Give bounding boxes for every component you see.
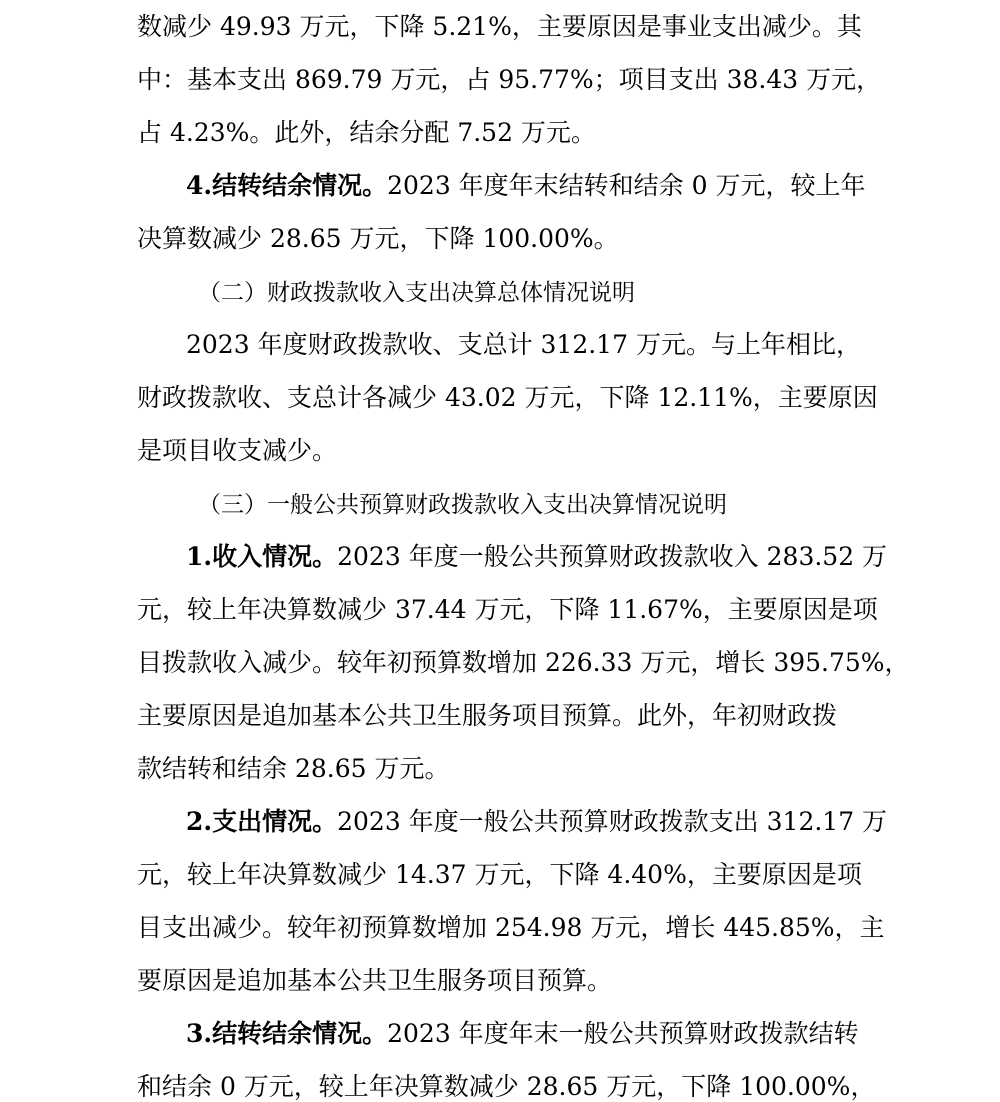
text-line: 和结余 0 万元，较上年决算数减少 28.65 万元，下降 100.00%， — [137, 1072, 876, 1101]
text-run: 2023 年度年末一般公共预算财政拨款结转 — [387, 1019, 859, 1048]
carryover-2-lead: 3.结转结余情况。 — [186, 1019, 388, 1048]
text-line: 款结转和结余 28.65 万元。 — [137, 754, 450, 783]
expense-paragraph-first-line — [186, 807, 887, 837]
income-paragraph-first-line — [186, 542, 887, 572]
section-heading-2: （二）财政拨款收入支出决算总体情况说明 — [198, 280, 635, 306]
text-line: 决算数减少 28.65 万元，下降 100.00%。 — [137, 224, 619, 253]
text-line: 数减少 49.93 万元，下降 5.21%，主要原因是事业支出减少。其 — [137, 12, 862, 41]
text-line: 中：基本支出 869.79 万元，占 95.77%；项目支出 38.43 万元， — [137, 65, 882, 94]
text-line: 要原因是追加基本公共卫生服务项目预算。 — [137, 966, 613, 995]
text-line: 元，较上年决算数减少 37.44 万元，下降 11.67%，主要原因是项 — [137, 595, 878, 624]
carryover-paragraph-first-line — [186, 171, 865, 201]
text-line: 目拨款收入减少。较年初预算数增加 226.33 万元，增长 395.75%， — [137, 648, 910, 677]
carryover-lead: 4.结转结余情况。 — [186, 171, 388, 200]
text-line: 占 4.23%。此外，结余分配 7.52 万元。 — [137, 118, 596, 147]
expense-lead: 2.支出情况。 — [186, 807, 338, 836]
income-lead: 1.收入情况。 — [186, 542, 338, 571]
carryover-2-paragraph-first-line — [186, 1019, 859, 1049]
text-run: 2023 年度年末结转和结余 0 万元，较上年 — [387, 171, 866, 200]
text-line: 目支出减少。较年初预算数增加 254.98 万元，增长 445.85%，主 — [137, 913, 885, 942]
text-run: 2023 年度一般公共预算财政拨款收入 283.52 万 — [337, 542, 888, 571]
text-line: 主要原因是追加基本公共卫生服务项目预算。此外，年初财政拨 — [137, 701, 838, 730]
text-line: 2023 年度财政拨款收、支总计 312.17 万元。与上年相比， — [186, 330, 861, 359]
text-run: 2023 年度一般公共预算财政拨款支出 312.17 万 — [337, 807, 888, 836]
text-line: 元，较上年决算数减少 14.37 万元，下降 4.40%，主要原因是项 — [137, 860, 862, 889]
section-heading-3: （三）一般公共预算财政拨款收入支出决算情况说明 — [198, 492, 727, 518]
text-line: 是项目收支减少。 — [137, 436, 338, 465]
text-line: 财政拨款收、支总计各减少 43.02 万元，下降 12.11%，主要原因 — [137, 383, 878, 412]
